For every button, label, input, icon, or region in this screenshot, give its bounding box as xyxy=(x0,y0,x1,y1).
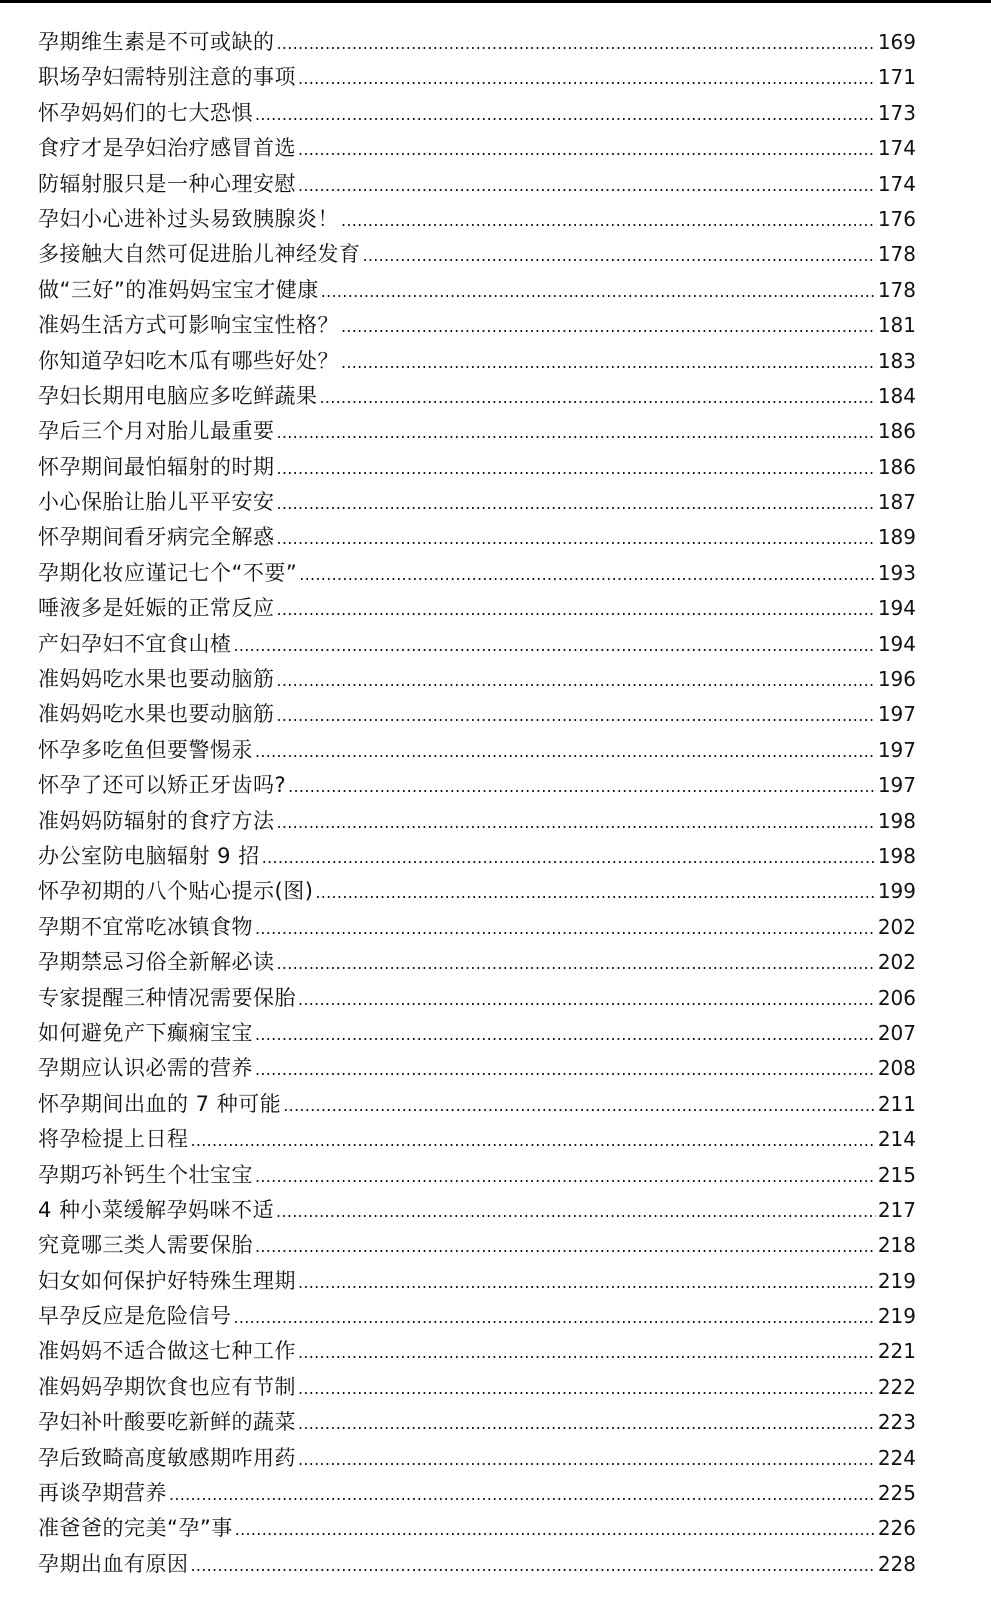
toc-entry[interactable] xyxy=(38,874,916,909)
toc-entry[interactable] xyxy=(38,202,916,237)
toc-entry[interactable] xyxy=(38,1051,916,1086)
toc-dot-leader xyxy=(315,875,875,910)
toc-entry-title: 孕后三个月对胎儿最重要 xyxy=(38,419,275,444)
toc-entry[interactable] xyxy=(38,839,916,874)
toc-dot-leader xyxy=(191,1548,876,1583)
toc-entry-title: 小心保胎让胎儿平平安安 xyxy=(38,490,275,515)
toc-dot-leader xyxy=(321,274,876,309)
toc-entry-title: 专家提醒三种情况需要保胎 xyxy=(38,985,296,1010)
toc-dot-leader xyxy=(298,1371,876,1406)
toc-dot-leader xyxy=(262,840,876,875)
toc-entry-page-number: 181 xyxy=(877,313,916,338)
toc-entry-page-number: 207 xyxy=(877,1020,916,1045)
toc-dot-leader xyxy=(283,1088,876,1123)
toc-entry-page-number: 202 xyxy=(877,914,916,939)
toc-entry-title: 职场孕妇需特别注意的事项 xyxy=(38,65,296,90)
toc-dot-leader xyxy=(234,1300,876,1335)
toc-entry-page-number: 174 xyxy=(877,136,916,161)
toc-entry-title: 防辐射服只是一种心理安慰 xyxy=(38,171,296,196)
toc-entry[interactable] xyxy=(38,945,916,980)
toc-entry[interactable] xyxy=(38,1264,916,1299)
toc-entry[interactable] xyxy=(38,25,916,60)
toc-entry[interactable] xyxy=(38,768,916,803)
toc-entry[interactable] xyxy=(38,804,916,839)
toc-dot-leader xyxy=(298,1265,876,1300)
toc-entry-title: 怀孕多吃鱼但要警惕汞 xyxy=(38,737,253,762)
toc-dot-leader xyxy=(298,982,876,1017)
toc-entry-page-number: 169 xyxy=(877,30,916,54)
toc-dot-leader xyxy=(255,1229,876,1264)
toc-entry-title: 究竟哪三类人需要保胎 xyxy=(38,1233,253,1258)
toc-entry[interactable] xyxy=(38,1016,916,1051)
toc-dot-leader xyxy=(255,1159,876,1194)
toc-dot-leader xyxy=(298,132,876,167)
page-top-edge xyxy=(0,0,991,3)
toc-dot-leader xyxy=(277,486,876,521)
toc-entry-page-number: 198 xyxy=(877,843,916,868)
toc-entry[interactable] xyxy=(38,167,916,202)
toc-entry[interactable] xyxy=(38,1405,916,1440)
toc-entry-page-number: 222 xyxy=(877,1374,916,1399)
toc-entry[interactable] xyxy=(38,662,916,697)
toc-dot-leader xyxy=(341,309,876,344)
toc-entry[interactable] xyxy=(38,556,916,591)
toc-entry-page-number: 197 xyxy=(877,773,916,798)
toc-entry-title: 怀孕初期的八个贴心提示(图) xyxy=(38,879,314,904)
toc-dot-leader xyxy=(276,1194,876,1229)
toc-entry[interactable] xyxy=(38,910,916,945)
toc-entry[interactable] xyxy=(38,1087,916,1122)
toc-entry-title: 孕妇小心进补过头易致胰腺炎！ xyxy=(38,206,339,231)
toc-entry-title: 孕期应认识必需的营养 xyxy=(38,1056,253,1081)
toc-entry-title: 准妈妈吃水果也要动脑筋 xyxy=(38,702,275,727)
toc-dot-leader xyxy=(277,663,876,698)
toc-entry-page-number: 174 xyxy=(877,171,916,196)
toc-entry[interactable] xyxy=(38,1476,916,1511)
toc-entry[interactable] xyxy=(38,1122,916,1157)
toc-entry-title: 将孕检提上日程 xyxy=(38,1127,189,1152)
toc-dot-leader xyxy=(255,1052,876,1087)
toc-dot-leader xyxy=(320,380,876,415)
toc-dot-leader xyxy=(298,1335,876,1370)
toc-dot-leader xyxy=(255,734,876,769)
toc-entry[interactable] xyxy=(38,697,916,732)
toc-entry[interactable] xyxy=(38,1334,916,1369)
toc-dot-leader xyxy=(255,1017,876,1052)
toc-dot-leader xyxy=(277,26,876,61)
toc-entry-title: 4 种小菜缓解孕妈咪不适 xyxy=(38,1197,275,1222)
toc-entry-page-number: 226 xyxy=(877,1516,916,1541)
toc-entry-page-number: 217 xyxy=(877,1197,916,1222)
toc-entry[interactable] xyxy=(38,308,916,343)
toc-entry-page-number: 206 xyxy=(877,985,916,1010)
toc-entry-page-number: 208 xyxy=(877,1056,916,1081)
toc-entry[interactable] xyxy=(38,1193,916,1228)
toc-entry-page-number: 225 xyxy=(877,1481,916,1506)
toc-entry-title: 准妈生活方式可影响宝宝性格？ xyxy=(38,313,339,338)
toc-entry-page-number: 196 xyxy=(877,667,916,692)
toc-entry-page-number: 173 xyxy=(877,100,916,125)
toc-entry-title: 怀孕期间最怕辐射的时期 xyxy=(38,454,275,479)
toc-dot-leader xyxy=(234,628,876,663)
toc-entry[interactable] xyxy=(38,1441,916,1476)
toc-entry-page-number: 186 xyxy=(877,454,916,479)
toc-entry-title: 产妇孕妇不宜食山楂 xyxy=(38,631,232,656)
toc-dot-leader xyxy=(277,451,876,486)
toc-entry-title: 孕期出血有原因 xyxy=(38,1551,189,1576)
toc-entry[interactable] xyxy=(38,1228,916,1263)
toc-entry-page-number: 221 xyxy=(877,1339,916,1364)
toc-entry-title: 怀孕了还可以矫正牙齿吗? xyxy=(38,773,287,798)
toc-entry-page-number: 219 xyxy=(877,1268,916,1293)
toc-entry-title: 妇女如何保护好特殊生理期 xyxy=(38,1268,296,1293)
toc-entry-title: 做“三好”的准妈妈宝宝才健康 xyxy=(38,277,319,302)
toc-entry-page-number: 184 xyxy=(877,383,916,408)
table-of-contents xyxy=(38,25,916,1582)
toc-entry[interactable] xyxy=(38,414,916,449)
toc-dot-leader xyxy=(277,592,876,627)
toc-entry[interactable] xyxy=(38,1158,916,1193)
toc-entry-page-number: 224 xyxy=(877,1445,916,1470)
toc-entry-page-number: 219 xyxy=(877,1304,916,1329)
toc-entry-page-number: 176 xyxy=(877,206,916,231)
toc-entry-page-number: 198 xyxy=(877,808,916,833)
toc-entry[interactable] xyxy=(38,1370,916,1405)
toc-dot-leader xyxy=(191,1123,876,1158)
toc-entry[interactable] xyxy=(38,1511,916,1546)
toc-entry-title: 怀孕期间出血的 7 种可能 xyxy=(38,1091,282,1116)
toc-entry-title: 多接触大自然可促进胎儿神经发育 xyxy=(38,242,361,267)
toc-dot-leader xyxy=(298,168,876,203)
toc-entry[interactable] xyxy=(38,1299,916,1334)
toc-entry[interactable] xyxy=(38,237,916,272)
toc-entry-page-number: 171 xyxy=(877,65,916,90)
toc-dot-leader xyxy=(235,1512,876,1547)
toc-entry-title: 孕期巧补钙生个壮宝宝 xyxy=(38,1162,253,1187)
toc-dot-leader xyxy=(277,415,876,450)
toc-entry[interactable] xyxy=(38,485,916,520)
toc-entry-title: 孕期化妆应谨记七个“不要” xyxy=(38,560,298,585)
toc-dot-leader xyxy=(299,557,876,592)
toc-entry-page-number: 211 xyxy=(877,1091,916,1116)
toc-entry[interactable] xyxy=(38,273,916,308)
toc-entry-title: 怀孕期间看牙病完全解惑 xyxy=(38,525,275,550)
toc-dot-leader xyxy=(169,1477,876,1512)
toc-entry-page-number: 189 xyxy=(877,525,916,550)
toc-entry-title: 食疗才是孕妇治疗感冒首选 xyxy=(38,136,296,161)
toc-entry-page-number: 223 xyxy=(877,1410,916,1435)
toc-entry-title: 早孕反应是危险信号 xyxy=(38,1304,232,1329)
toc-entry-page-number: 186 xyxy=(877,419,916,444)
toc-entry[interactable] xyxy=(38,60,916,95)
toc-dot-leader xyxy=(277,946,876,981)
toc-entry[interactable] xyxy=(38,591,916,626)
toc-entry-page-number: 199 xyxy=(877,879,916,904)
toc-entry[interactable] xyxy=(38,450,916,485)
toc-dot-leader xyxy=(298,1406,876,1441)
toc-entry-title: 孕期不宜常吃冰镇食物 xyxy=(38,914,253,939)
toc-entry[interactable] xyxy=(38,131,916,166)
toc-entry-title: 准爸爸的完美“孕”事 xyxy=(38,1516,233,1541)
toc-dot-leader xyxy=(288,769,876,804)
toc-entry[interactable] xyxy=(38,379,916,414)
toc-entry[interactable] xyxy=(38,520,916,555)
toc-dot-leader xyxy=(363,238,876,273)
toc-entry-title: 孕妇长期用电脑应多吃鲜蔬果 xyxy=(38,383,318,408)
toc-entry-title: 孕期禁忌习俗全新解必读 xyxy=(38,950,275,975)
toc-entry-page-number: 197 xyxy=(877,702,916,727)
toc-entry[interactable] xyxy=(38,981,916,1016)
toc-entry-title: 怀孕妈妈们的七大恐惧 xyxy=(38,100,253,125)
toc-entry-page-number: 228 xyxy=(877,1551,916,1576)
toc-entry-title: 如何避免产下癫痫宝宝 xyxy=(38,1020,253,1045)
toc-dot-leader xyxy=(255,911,876,946)
toc-dot-leader xyxy=(277,805,876,840)
toc-entry-page-number: 194 xyxy=(877,631,916,656)
toc-entry-page-number: 218 xyxy=(877,1233,916,1258)
toc-dot-leader xyxy=(277,521,876,556)
toc-dot-leader xyxy=(298,1442,876,1477)
toc-entry-title: 孕后致畸高度敏感期咋用药 xyxy=(38,1445,296,1470)
toc-entry[interactable] xyxy=(38,627,916,662)
toc-entry-page-number: 197 xyxy=(877,737,916,762)
toc-entry-title: 准妈妈吃水果也要动脑筋 xyxy=(38,667,275,692)
toc-entry-page-number: 202 xyxy=(877,950,916,975)
toc-entry-title: 孕期维生素是不可或缺的 xyxy=(38,30,275,54)
toc-entry-page-number: 193 xyxy=(877,560,916,585)
toc-entry-title: 再谈孕期营养 xyxy=(38,1481,167,1506)
toc-entry[interactable] xyxy=(38,1547,916,1582)
toc-entry-page-number: 183 xyxy=(877,348,916,373)
toc-entry-page-number: 178 xyxy=(877,242,916,267)
toc-entry-title: 准妈妈不适合做这七种工作 xyxy=(38,1339,296,1364)
toc-entry-page-number: 214 xyxy=(877,1127,916,1152)
toc-entry-title: 孕妇补叶酸要吃新鲜的蔬菜 xyxy=(38,1410,296,1435)
toc-entry-title: 唾液多是妊娠的正常反应 xyxy=(38,596,275,621)
toc-entry[interactable] xyxy=(38,96,916,131)
toc-entry-page-number: 194 xyxy=(877,596,916,621)
toc-entry-title: 准妈妈防辐射的食疗方法 xyxy=(38,808,275,833)
toc-entry[interactable] xyxy=(38,733,916,768)
toc-entry-page-number: 215 xyxy=(877,1162,916,1187)
toc-dot-leader xyxy=(341,345,876,380)
toc-dot-leader xyxy=(298,61,876,96)
toc-dot-leader xyxy=(255,97,876,132)
toc-dot-leader xyxy=(341,203,876,238)
toc-dot-leader xyxy=(277,698,876,733)
toc-entry[interactable] xyxy=(38,344,916,379)
toc-entry-page-number: 187 xyxy=(877,490,916,515)
toc-entry-title: 准妈妈孕期饮食也应有节制 xyxy=(38,1374,296,1399)
toc-entry-page-number: 178 xyxy=(877,277,916,302)
toc-entry-title: 办公室防电脑辐射 9 招 xyxy=(38,843,260,868)
toc-entry-title: 你知道孕妇吃木瓜有哪些好处？ xyxy=(38,348,339,373)
